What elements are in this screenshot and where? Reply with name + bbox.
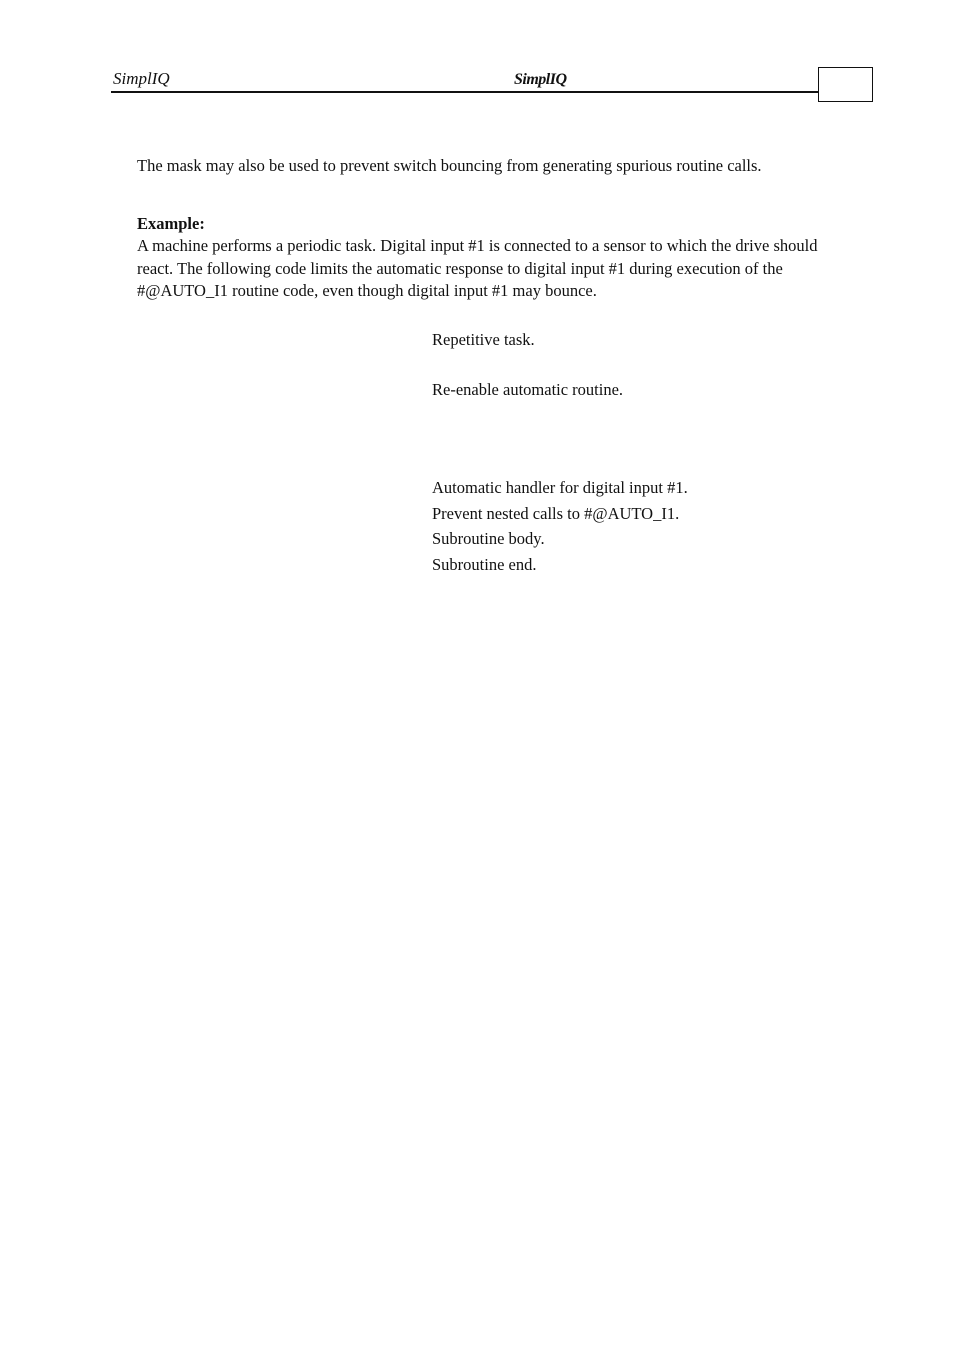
code-comment-prevent-nested: Prevent nested calls to #@AUTO_I1. xyxy=(432,504,680,523)
code-comment-subroutine-end: Subroutine end. xyxy=(432,555,537,574)
header-left-title: SimplIQ xyxy=(113,69,170,88)
page-number-box xyxy=(818,67,873,102)
code-comment-re-enable: Re-enable automatic routine. xyxy=(432,380,624,399)
example-heading: Example: xyxy=(137,214,205,233)
header-center-title: SimplIQ xyxy=(514,71,567,88)
code-comment-auto-handler: Automatic handler for digital input #1. xyxy=(432,478,688,497)
code-comment-subroutine-body: Subroutine body. xyxy=(432,529,545,548)
code-comment-repetitive-task: Repetitive task. xyxy=(432,330,535,349)
example-paragraph: A machine performs a periodic task. Digital input #1 is connected to a sensor to which the drive should react. The following code limits the automatic response to digital input #1 during execution of the #@AUTO_I1 routine code, even though digital input #1 may bounce. xyxy=(137,236,818,300)
intro-paragraph: The mask may also be used to prevent switch bouncing from generating spurious routine calls. xyxy=(137,156,762,175)
header-rule xyxy=(111,91,819,93)
